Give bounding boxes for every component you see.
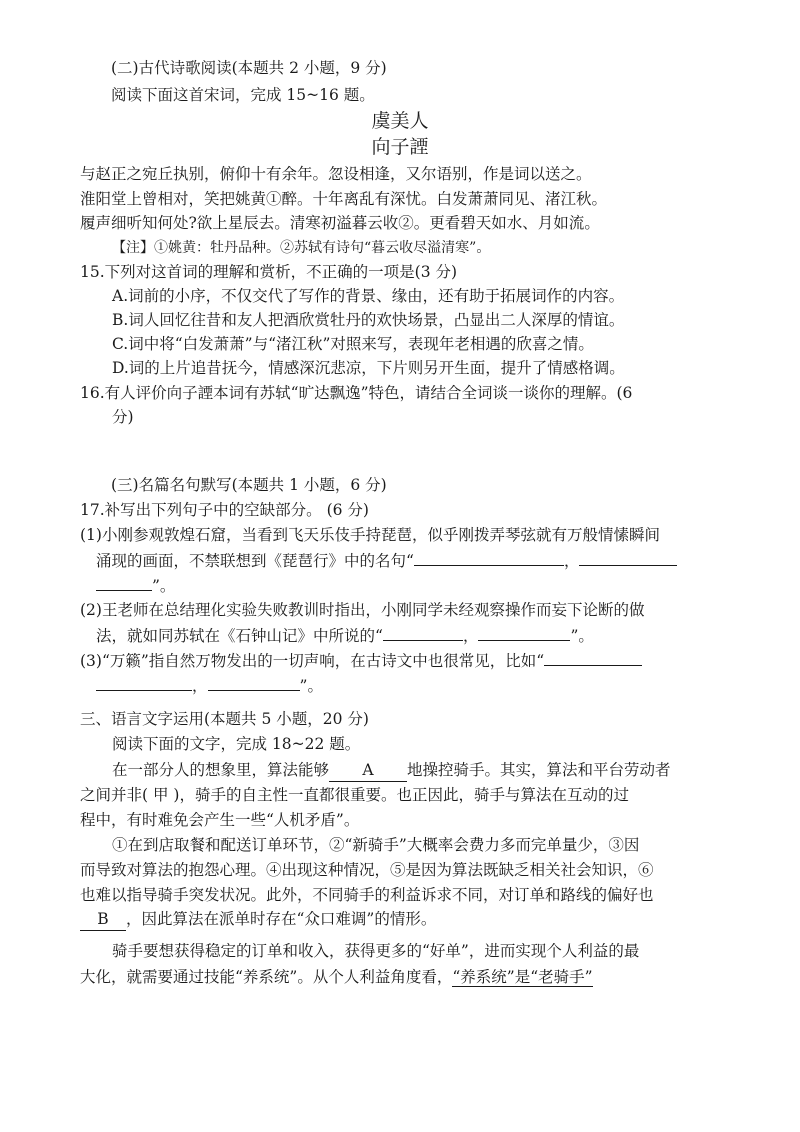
answer-blank-1b[interactable] xyxy=(579,549,677,566)
question-15: 15.下列对这首词的理解和赏析，不正确的一项是(3 分) xyxy=(80,263,458,281)
blank-a[interactable]: A xyxy=(329,759,407,782)
question-16-cont: 分) xyxy=(112,408,134,426)
passage-p1-line3: 程中，有时难免会产生一些“人机矛盾”。 xyxy=(80,811,360,829)
passage-p3-line1: 骑手要想获得稳定的订单和收入，获得更多的“好单”，进而实现个人利益的最 xyxy=(112,942,640,960)
q15-option-a: A.词前的小序，不仅交代了写作的背景、缘由，还有助于拓展词作的内容。 xyxy=(112,287,625,305)
part3-heading: 三、语言文字运用(本题共 5 小题，20 分) xyxy=(80,710,369,728)
passage-p1-text-b: 地操控骑手。其实，算法和平台劳动者 xyxy=(407,761,671,779)
q17-item3-text: (3)“万籁”指自然万物发出的一切声响，在古诗文中也很常见，比如“ xyxy=(80,652,545,670)
passage-p1-line2: 之间并非( 甲 )，骑手的自主性一直都很重要。也正因此，骑手与算法在互动的过 xyxy=(80,786,629,804)
q15-option-b: B.词人回忆往昔和友人把酒欣赏牡丹的欢快场景，凸显出二人深厚的情谊。 xyxy=(112,311,625,329)
close-period: ”。 xyxy=(570,627,594,645)
passage-p2-line2: 而导致对算法的抱怨心理。④出现这种情况，⑤是因为算法既缺乏相关社会知识，⑥ xyxy=(80,861,654,879)
q17-item1-line3 xyxy=(96,574,175,597)
poem-preface: 与赵正之宛丘执别，俯仰十有余年。忽设相逢，又尔语别，作是词以送之。 xyxy=(80,165,592,183)
comma: ， xyxy=(462,627,479,645)
passage-p1-text-a: 在一部分人的想象里，算法能够 xyxy=(112,761,330,779)
answer-blank-3a[interactable] xyxy=(544,649,642,666)
q17-item1-line1: (1)小刚参观敦煌石窟，当看到飞天乐伎手持琵琶，似乎刚拨弄琴弦就有万般情愫瞬间 xyxy=(80,526,660,544)
q17-item1-text: 涌现的画面，不禁联想到《琵琶行》中的名句“ xyxy=(96,552,414,570)
answer-blank-3b[interactable] xyxy=(96,674,192,691)
passage-p3-line2 xyxy=(80,966,593,988)
answer-blank-1c[interactable] xyxy=(96,574,152,591)
close-period: ”。 xyxy=(152,577,176,595)
underlined-sentence: “养系统”是“老骑手” xyxy=(452,968,593,986)
q17-item2-line1: (2)王老师在总结理化实验失败教训时指出，小刚同学未经观察操作而妄下论断的做 xyxy=(80,601,645,619)
q17-item1-line2 xyxy=(96,549,677,572)
answer-blank-2a[interactable] xyxy=(383,624,463,641)
q15-option-c: C.词中将“白发萧萧”与“渚江秋”对照来写，表现年老相遇的欣喜之情。 xyxy=(112,335,594,353)
q17-item3-line1 xyxy=(80,649,642,672)
q17-item3-line2 xyxy=(96,674,323,697)
answer-blank-3c[interactable] xyxy=(208,674,300,691)
question-17: 17.补写出下列句子中的空缺部分。 (6 分) xyxy=(80,501,369,519)
section3-heading: (三)名篇名句默写(本题共 1 小题，6 分) xyxy=(111,476,387,494)
section2-instruction: 阅读下面这首宋词，完成 15~16 题。 xyxy=(111,86,375,104)
close-period: ”。 xyxy=(299,677,323,695)
question-16: 16.有人评价向子諲本词有苏轼“旷达飘逸”特色，请结合全词谈一谈你的理解。(6 xyxy=(80,384,633,402)
passage-p2-line4 xyxy=(80,908,436,931)
passage-p1-line1 xyxy=(112,759,671,782)
poem-line-2: 履声细听知何处?欲上星辰去。清寒初溢暮云收②。更看碧天如水、月如流。 xyxy=(80,214,600,232)
poem-author: 向子諲 xyxy=(371,136,429,158)
poem-title: 虞美人 xyxy=(371,110,429,132)
q17-item2-line2 xyxy=(96,624,594,647)
section2-heading: (二)古代诗歌阅读(本题共 2 小题，9 分) xyxy=(111,59,387,77)
q17-item2-text: 法，就如同苏轼在《石钟山记》中所说的“ xyxy=(96,627,383,645)
passage-p2-text-b: ，因此算法在派单时存在“众口难调”的情形。 xyxy=(126,910,437,928)
answer-blank-2b[interactable] xyxy=(478,624,570,641)
part3-instruction: 阅读下面的文字，完成 18~22 题。 xyxy=(112,735,361,753)
passage-p3-text-a: 大化，就需要通过技能“养系统”。从个人利益角度看， xyxy=(80,968,453,986)
answer-blank-1a[interactable] xyxy=(414,549,564,566)
passage-p2-line1: ①在到店取餐和配送订单环节，②“新骑手”大概率会费力多而完单量少，③因 xyxy=(112,836,640,854)
passage-p2-line3: 也难以指导骑手突发状况。此外，不同骑手的利益诉求不同，对订单和路线的偏好也 xyxy=(80,886,654,904)
blank-b[interactable]: B xyxy=(80,908,126,931)
poem-note: 【注】①姚黄：牡丹品种。②苏轼有诗句“暮云收尽溢清寒”。 xyxy=(112,240,491,256)
comma: ， xyxy=(563,552,580,570)
q15-option-d: D.词的上片追昔抚今，情感深沉悲凉，下片则另开生面，提升了情感格调。 xyxy=(112,359,625,377)
poem-line-1: 淮阳堂上曾相对，笑把姚黄①醉。十年离乱有深忧。白发萧萧同见、渚江秋。 xyxy=(80,190,608,208)
comma: ， xyxy=(192,677,208,695)
